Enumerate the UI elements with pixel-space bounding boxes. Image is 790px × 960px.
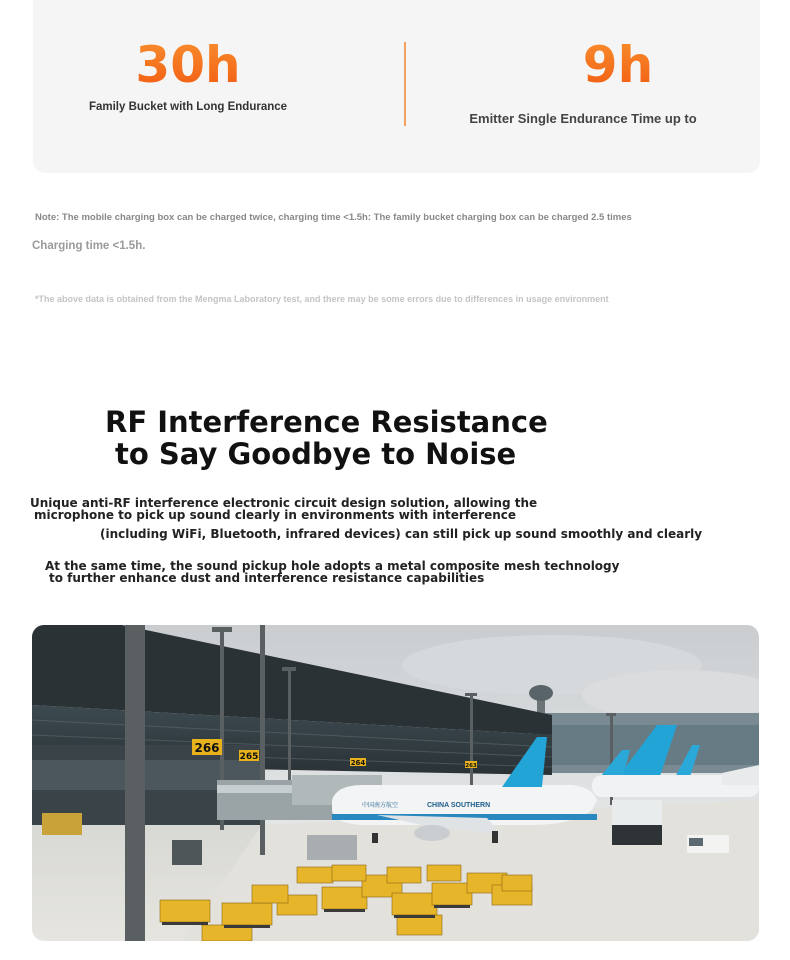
svg-text:264: 264 — [350, 759, 366, 767]
ground-vehicle — [172, 840, 202, 865]
airport-photo — [32, 625, 759, 941]
charging-note: Note: The mobile charging box can be charged twice, charging time <1.5h: The family bucket charging box can be charged 2.5 times — [35, 212, 632, 223]
light-pole — [260, 625, 265, 855]
lab-test-disclaimer: *The above data is obtained from the Mengma Laboratory test, and there may be some errors due to differences in usage environment — [35, 294, 609, 304]
stat-value-30h — [83, 32, 293, 96]
light-pole — [125, 625, 145, 941]
description-line-2: microphone to pick up sound clearly in environments with interference — [34, 508, 517, 522]
ground-vehicle — [307, 835, 357, 860]
endurance-stats-card — [33, 0, 760, 173]
stat-emitter — [428, 32, 738, 126]
svg-text:9h: 9h — [582, 36, 654, 94]
airline-name: CHINA SOUTHERN — [427, 802, 491, 809]
svg-text:30h: 30h — [135, 36, 241, 94]
airline-name-cn: 中国南方航空 — [362, 802, 399, 809]
svg-text:266: 266 — [194, 741, 220, 755]
description-line-4: At the same time, the sound pickup hole adopts a metal composite mesh technology — [45, 559, 620, 573]
description-line-3: (including WiFi, Bluetooth, infrared devices) can still pick up sound smoothly and clearly — [100, 527, 703, 541]
description-line-5: to further enhance dust and interference resistance capabilities — [49, 571, 485, 585]
svg-text:263: 263 — [465, 763, 477, 769]
stat-value-9h — [428, 32, 738, 96]
ground-vehicle — [42, 813, 82, 835]
stat-label-emitter: Emitter Single Endurance Time up to — [469, 111, 697, 126]
svg-text:265: 265 — [239, 752, 259, 762]
control-tower-top — [529, 685, 553, 701]
stats-divider — [404, 42, 406, 126]
headline-line-2: to Say Goodbye to Noise — [115, 437, 517, 471]
headline-line-1: RF Interference Resistance — [105, 405, 548, 439]
charging-time-note: Charging time <1.5h. — [32, 240, 146, 252]
airport-scene — [32, 625, 759, 941]
service-truck — [612, 800, 662, 825]
stat-label-family-bucket: Family Bucket with Long Endurance — [88, 101, 288, 113]
stat-family-bucket — [83, 32, 293, 113]
description-line-1: Unique anti-RF interference electronic circuit design solution, allowing the — [30, 496, 538, 510]
